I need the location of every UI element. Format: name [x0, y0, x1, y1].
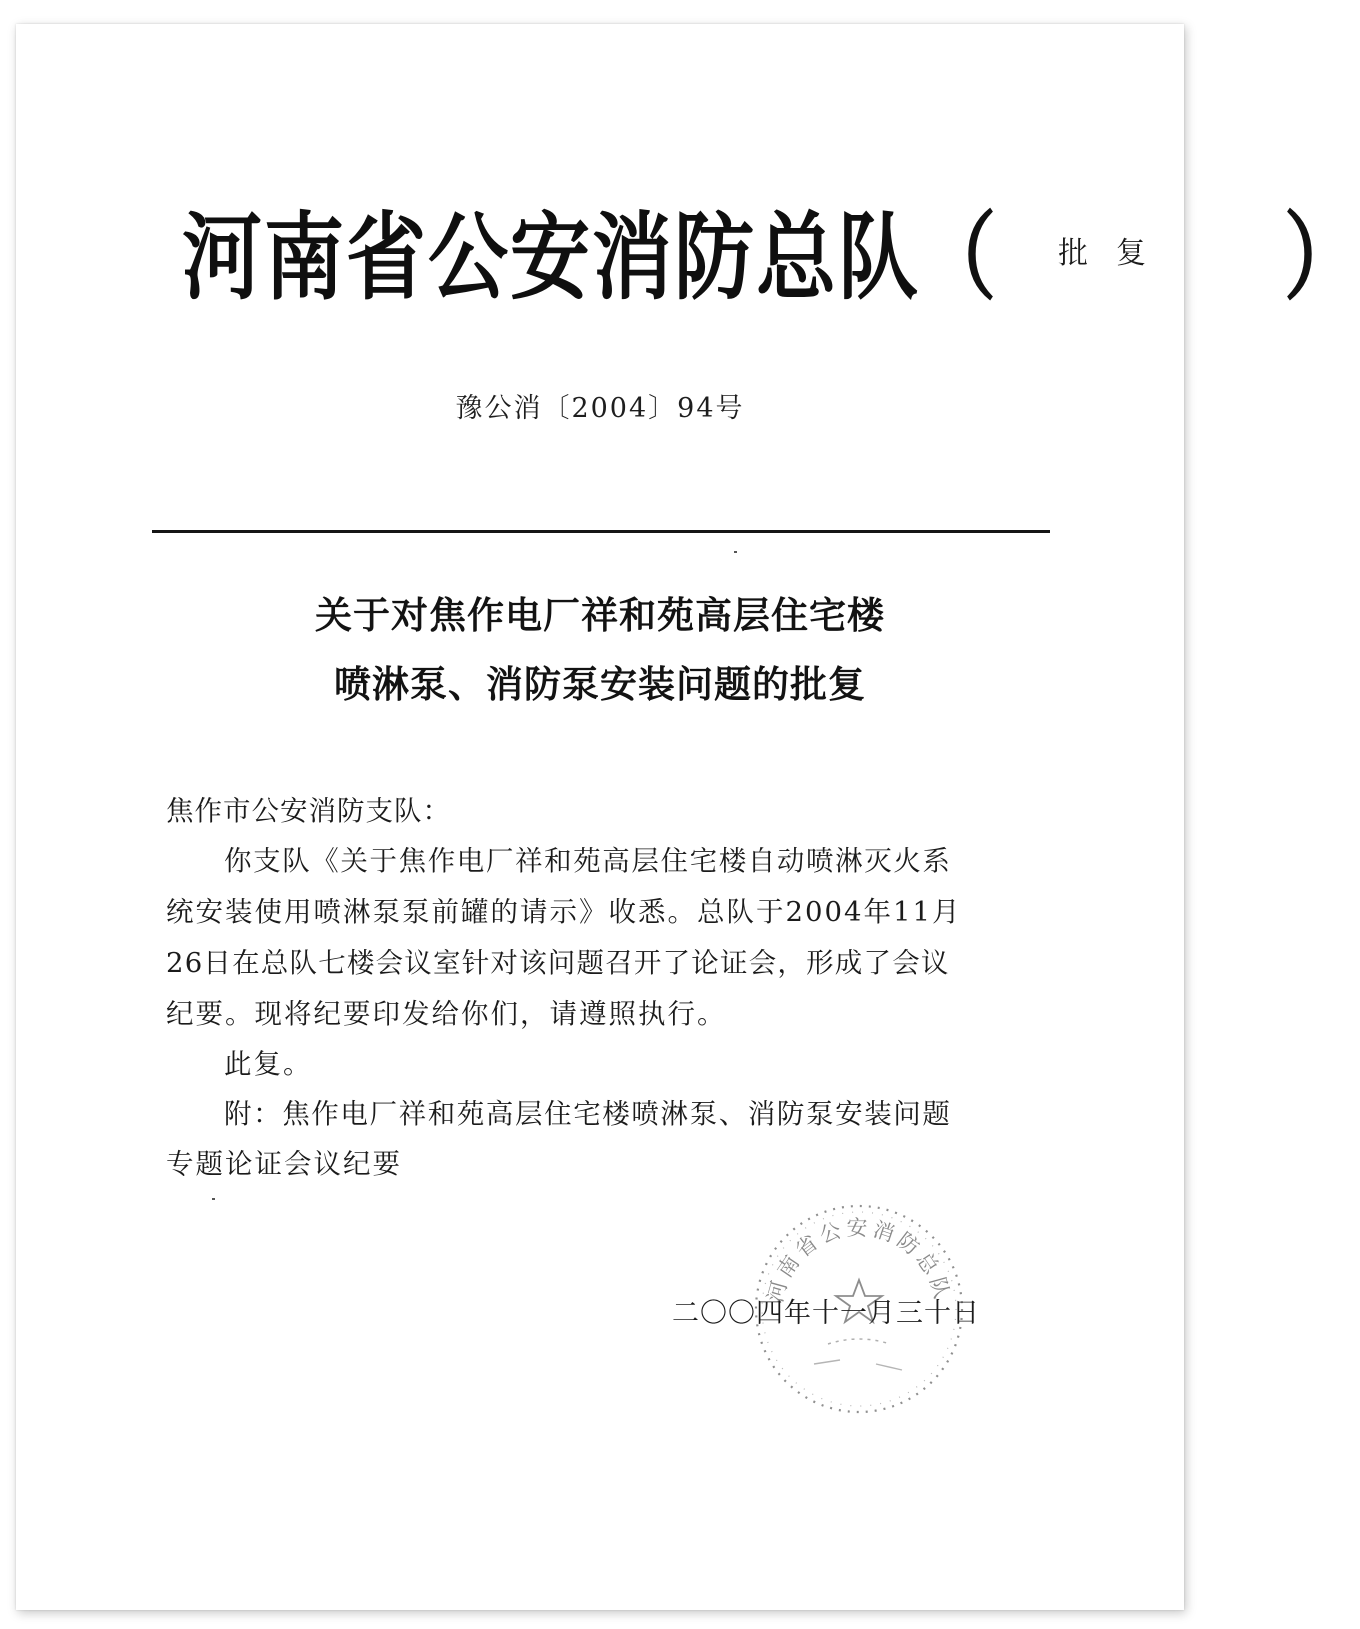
- letterhead-open-paren: （: [920, 201, 996, 313]
- letterhead: [182, 192, 1360, 313]
- header-divider: [152, 530, 1050, 533]
- document-number: 豫公消〔2004〕94号: [455, 393, 745, 424]
- issue-date: 二〇〇四年十一月三十日: [672, 1298, 980, 1329]
- body-line-1: 你支队《关于焦作电厂祥和苑高层住宅楼自动喷淋灭火系: [224, 845, 952, 877]
- closing-remark: 此复。: [224, 1048, 313, 1080]
- body-line-3: 26日在总队七楼会议室针对该问题召开了论证会，形成了会议: [166, 947, 950, 979]
- letterhead-organization: 河南省公安消防总队: [182, 202, 920, 313]
- letterhead-document-type: 批复: [1058, 235, 1174, 271]
- addressee: 焦作市公安消防支队：: [166, 795, 451, 827]
- document-page: [16, 24, 1360, 1610]
- subject-title-line-1: 关于对焦作电厂祥和苑高层住宅楼: [315, 593, 885, 637]
- seal-text: 河南省公安消防总队: [763, 1216, 955, 1305]
- body-paragraph: [166, 836, 1056, 1040]
- body-line-4: 纪要。现将纪要印发给你们，请遵照执行。: [166, 998, 727, 1030]
- attachment-line-1: 附：焦作电厂祥和苑高层住宅楼喷淋泵、消防泵安装问题: [224, 1098, 952, 1130]
- subject-title-line-2: 喷淋泵、消防泵安装问题的批复: [334, 662, 866, 706]
- letterhead-close-paren: ）: [1284, 201, 1360, 313]
- attachment-note: [166, 1089, 1056, 1189]
- body-line-2: 统安装使用喷淋泵泵前罐的请示》收悉。总队于2004年11月: [166, 896, 962, 928]
- scan-speck: [734, 551, 737, 553]
- attachment-line-2: 专题论证会议纪要: [166, 1148, 402, 1180]
- scan-speck: [212, 1198, 215, 1200]
